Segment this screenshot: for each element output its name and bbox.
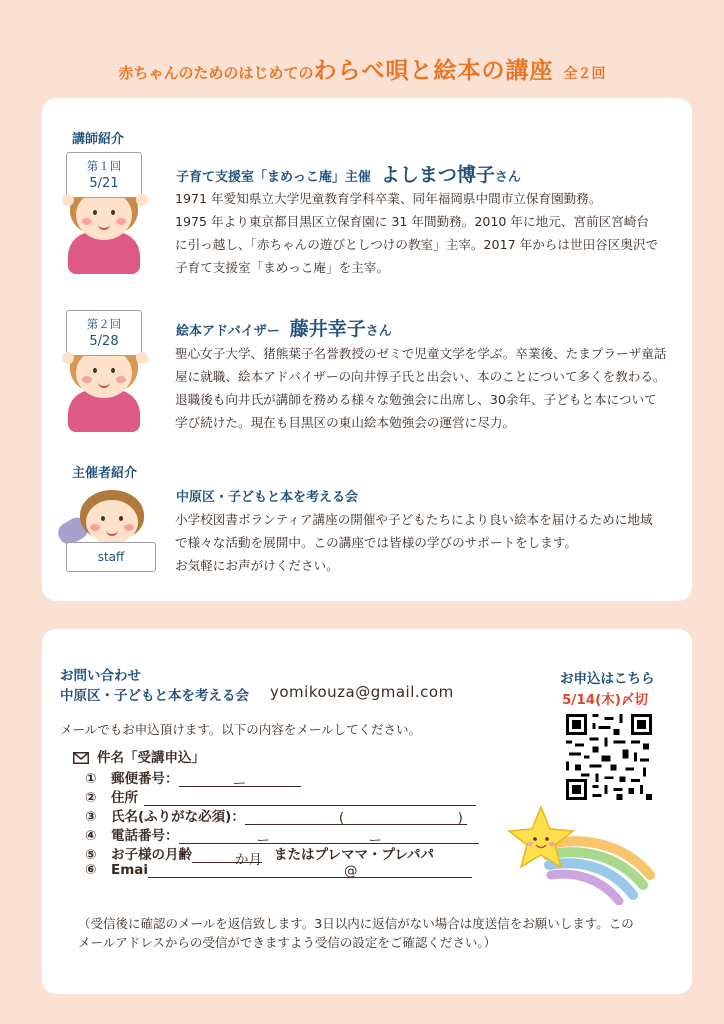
row-number: ① [85,771,97,787]
form-row-name [85,805,467,825]
title-main: わらべ唄と絵本の講座 [313,58,554,84]
phone-separator-1: ー [256,833,270,849]
session-date-2: 5/28 [89,334,119,349]
child-illustration-2 [62,310,162,436]
email-at-sign: @ [344,863,358,879]
qr-code[interactable] [566,714,652,800]
speaker-2-bio [175,342,675,434]
row-number: ⑤ [85,847,97,863]
speaker-1-bio [175,187,675,279]
email-label: Emai [111,862,149,878]
email-subject-text: 件名「受講申込」 [97,750,205,766]
row-number: ④ [85,828,97,844]
right-hand [136,352,148,364]
bio-line: 聖心女子大学、猪熊葉子名誉教授のゼミで児童文学を学ぶ。卒業後、たまプラーザ童話 [175,346,667,361]
form-row-email [85,862,472,878]
speaker-2-name: 藤井幸子 [289,318,366,340]
age-blank [192,848,262,868]
bio-line: 学び続けた。現在も目黒区の東山絵本勉強会の運営に尽力。 [175,415,516,430]
address-label: 住所 [111,790,138,806]
name-label: 氏名(ふりがな必須)： [111,809,245,825]
row-number: ② [85,790,97,806]
paren-open: ( [338,810,345,826]
apply-label: お申込はこちら [560,671,655,687]
phone-blank [179,829,479,849]
postal-separator: ー [232,776,247,792]
right-hand [136,194,148,206]
title-prefix: 赤ちゃんのためのはじめての [118,64,314,82]
contact-org: 中原区・子どもと本を考える会 [60,688,249,704]
session-label-1: 第１回 [86,159,122,173]
row-number: ⑥ [85,862,97,878]
title-suffix: 全２回 [563,66,606,82]
instructors-section-label: 講師紹介 [72,132,125,147]
speaker-1-heading [176,160,521,187]
desc-line: 小学校図書ボランティア講座の開催や子どもたちにより良い絵本を届けるために地域 [175,512,653,527]
session-label-2: 第２回 [86,317,122,331]
contact-label: お問い合わせ [60,668,141,684]
age-unit: か月 [235,852,262,868]
postal-blank [179,772,301,792]
desc-line: お気軽にお声がけください。 [175,558,339,573]
address-blank [144,791,476,806]
left-hand [62,194,74,206]
shooting-star-illustration [505,805,655,905]
note-line: （受信後に確認のメールを返信致します。3日以内に返信がない場合は度送信をお願いします。この [78,916,634,931]
left-hand [62,352,74,364]
page-title [0,52,724,85]
speaker-2-heading [176,314,392,341]
form-row-address [85,786,476,806]
child-illustration-1 [62,152,162,278]
deadline: 5/14(木)〆切 [562,692,648,708]
organizer-name: 中原区・子どもと本を考える会 [176,490,359,505]
row-number: ③ [85,809,97,825]
name-blank [245,810,467,825]
speaker-2-role: 絵本アドバイザー [176,324,280,339]
email-subject [73,746,205,766]
bio-line: 退職後も向井氏が講師を務める様々な勉強会に出席し、30余年、子どもと本について [175,392,657,407]
postal-label: 郵便番号： [111,771,179,787]
speaker-2-honorific: さん [365,324,392,339]
session-sign-1 [66,152,142,198]
phone-separator-2: ー [368,833,382,849]
speaker-1-name: よしまつ博子 [380,164,495,186]
organizer-section-label: 主催者紹介 [72,466,138,481]
bio-line: 子育て支援室「まめっこ庵」を主宰。 [175,260,389,275]
bio-line: に引っ越し、「赤ちゃんの遊びとしつけの教室」主宰。2017 年からは世田谷区奥沢で [175,237,659,252]
form-row-age [85,843,434,868]
face [86,500,138,544]
bio-line: 屋に就職、絵本アドバイザーの向井惇子氏と出会い、本のことについて多くを教わる。 [175,369,666,384]
speaker-1-role: 子育て支援室「まめっこ庵」主催 [176,170,371,185]
contact-email-link[interactable]: yomikouza@gmail.com [270,683,454,701]
email-blank [148,863,472,878]
envelope-icon [73,752,89,764]
age-alternative: またはプレママ・プレパパ [274,847,434,863]
phone-label: 電話番号： [111,828,179,844]
desc-line: で様々な活動を展開中。この講座では皆様の学びのサポートをします。 [175,535,577,550]
paren-close: ) [457,810,463,826]
session-date-1: 5/21 [89,176,119,191]
staff-sign: staff [66,542,156,572]
email-instruction: メールでもお申込頂けます。以下の内容をメールしてください。 [60,722,422,737]
bio-line: 1975 年より東京都目黒区立保育園に 31 年間勤務。2010 年に地元、宮前区宮崎台 [175,214,649,229]
bio-line: 1971 年愛知県立大学児童教育学科卒業、同年福岡県中間市立保育園勤務。 [175,191,602,206]
staff-illustration [58,490,158,580]
organizer-desc [175,508,675,577]
note-line: メールアドレスからの受信ができますよう受信の設定をご確認ください。） [78,935,497,950]
session-sign-2 [66,310,142,356]
speaker-1-honorific: さん [494,170,521,185]
form-row-postal [85,767,301,792]
confirmation-note [78,914,668,952]
form-row-phone [85,824,479,849]
age-label: お子様の月齢 [111,847,192,863]
